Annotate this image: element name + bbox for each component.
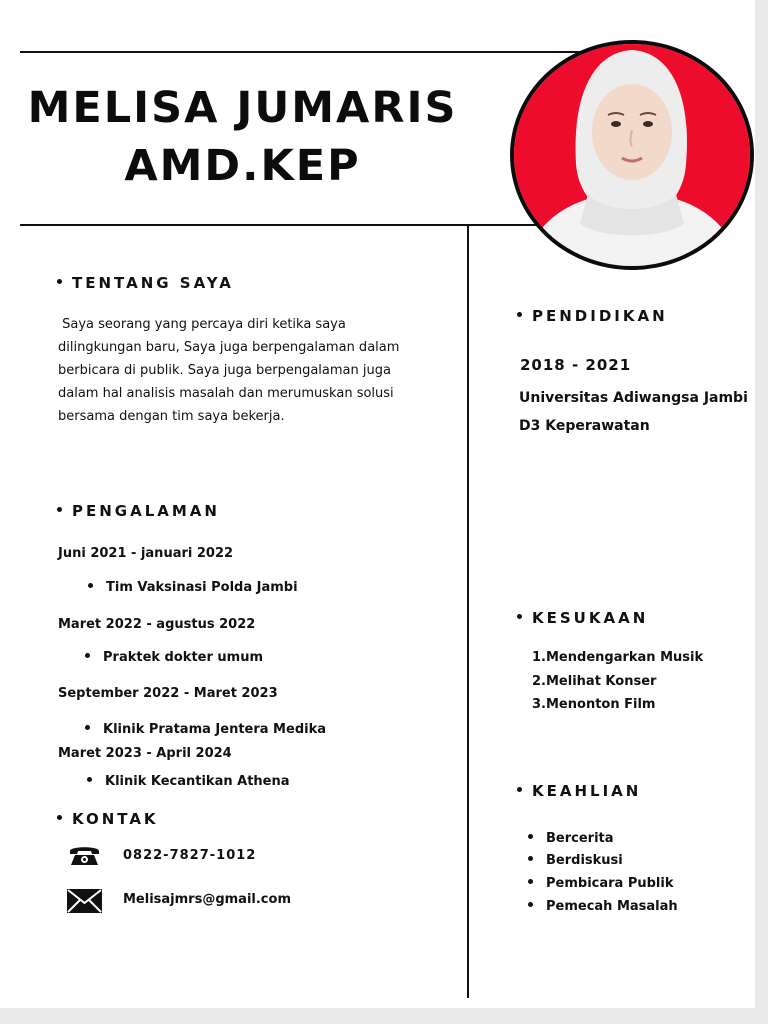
- bullet-icon: [57, 279, 62, 284]
- about-line: bersama dengan tim saya bekerja.: [58, 409, 285, 424]
- about-line: Saya seorang yang percaya diri ketika saya: [58, 317, 346, 332]
- bullet-icon: [528, 902, 533, 907]
- bullet-icon: [517, 787, 522, 792]
- education-heading: PENDIDIKAN: [517, 307, 668, 325]
- about-line: dalam hal analisis masalah dan merumuskan solusi: [58, 386, 394, 401]
- about-line: dilingkungan baru, Saya juga berpengalaman dalam: [58, 340, 400, 355]
- bullet-icon: [528, 879, 533, 884]
- skill-item: Pembicara Publik: [528, 876, 674, 891]
- bullet-icon: [85, 653, 90, 658]
- profile-photo: [510, 40, 754, 270]
- bullet-icon: [57, 815, 62, 820]
- header-bottom-rule: [20, 224, 580, 226]
- about-heading: TENTANG SAYA: [57, 274, 234, 292]
- hobby-item: 3.Menonton Film: [532, 697, 656, 712]
- skill-item: Bercerita: [528, 831, 614, 846]
- bullet-icon: [57, 507, 62, 512]
- contact-heading: KONTAK: [57, 810, 159, 828]
- bullet-icon: [528, 834, 533, 839]
- column-divider: [467, 225, 469, 998]
- bullet-icon: [517, 614, 522, 619]
- bullet-icon: [87, 777, 92, 782]
- bullet-icon: [517, 312, 522, 317]
- experience-period: Maret 2022 - agustus 2022: [58, 617, 256, 632]
- hobby-item: 2.Melihat Konser: [532, 674, 657, 689]
- experience-period: Juni 2021 - januari 2022: [58, 546, 234, 561]
- bullet-icon: [88, 583, 93, 588]
- experience-place: Praktek dokter umum: [85, 650, 263, 665]
- name-line-2: AMD.KEP: [124, 141, 361, 191]
- education-program: D3 Keperawatan: [519, 418, 650, 434]
- experience-place: Tim Vaksinasi Polda Jambi: [88, 580, 298, 595]
- skill-item: Pemecah Masalah: [528, 899, 678, 914]
- email-address[interactable]: Melisajmrs@gmail.com: [123, 892, 291, 907]
- skills-heading: KEAHLIAN: [517, 782, 641, 800]
- profile-photo-illustration: [514, 44, 750, 266]
- education-school: Universitas Adiwangsa Jambi: [519, 390, 748, 406]
- experience-heading: PENGALAMAN: [57, 502, 220, 520]
- experience-place: Klinik Pratama Jentera Medika: [85, 722, 326, 737]
- hobby-item: 1.Mendengarkan Musik: [532, 650, 704, 665]
- name-line-1: MELISA JUMARIS: [27, 83, 458, 133]
- bullet-icon: [85, 725, 90, 730]
- experience-period: September 2022 - Maret 2023: [58, 686, 278, 701]
- about-text: [58, 313, 448, 428]
- telephone-icon: [68, 843, 101, 867]
- about-line: berbicara di publik. Saya juga berpengalaman juga: [58, 363, 391, 378]
- phone-number[interactable]: 0822-7827-1012: [123, 848, 257, 863]
- education-years: 2018 - 2021: [520, 356, 632, 374]
- experience-place: Klinik Kecantikan Athena: [87, 774, 290, 789]
- header-top-rule: [20, 51, 580, 53]
- envelope-icon: [67, 889, 102, 913]
- skill-item: Berdiskusi: [528, 853, 623, 868]
- hobbies-heading: KESUKAAN: [517, 609, 648, 627]
- experience-period: Maret 2023 - April 2024: [58, 746, 232, 761]
- bullet-icon: [528, 856, 533, 861]
